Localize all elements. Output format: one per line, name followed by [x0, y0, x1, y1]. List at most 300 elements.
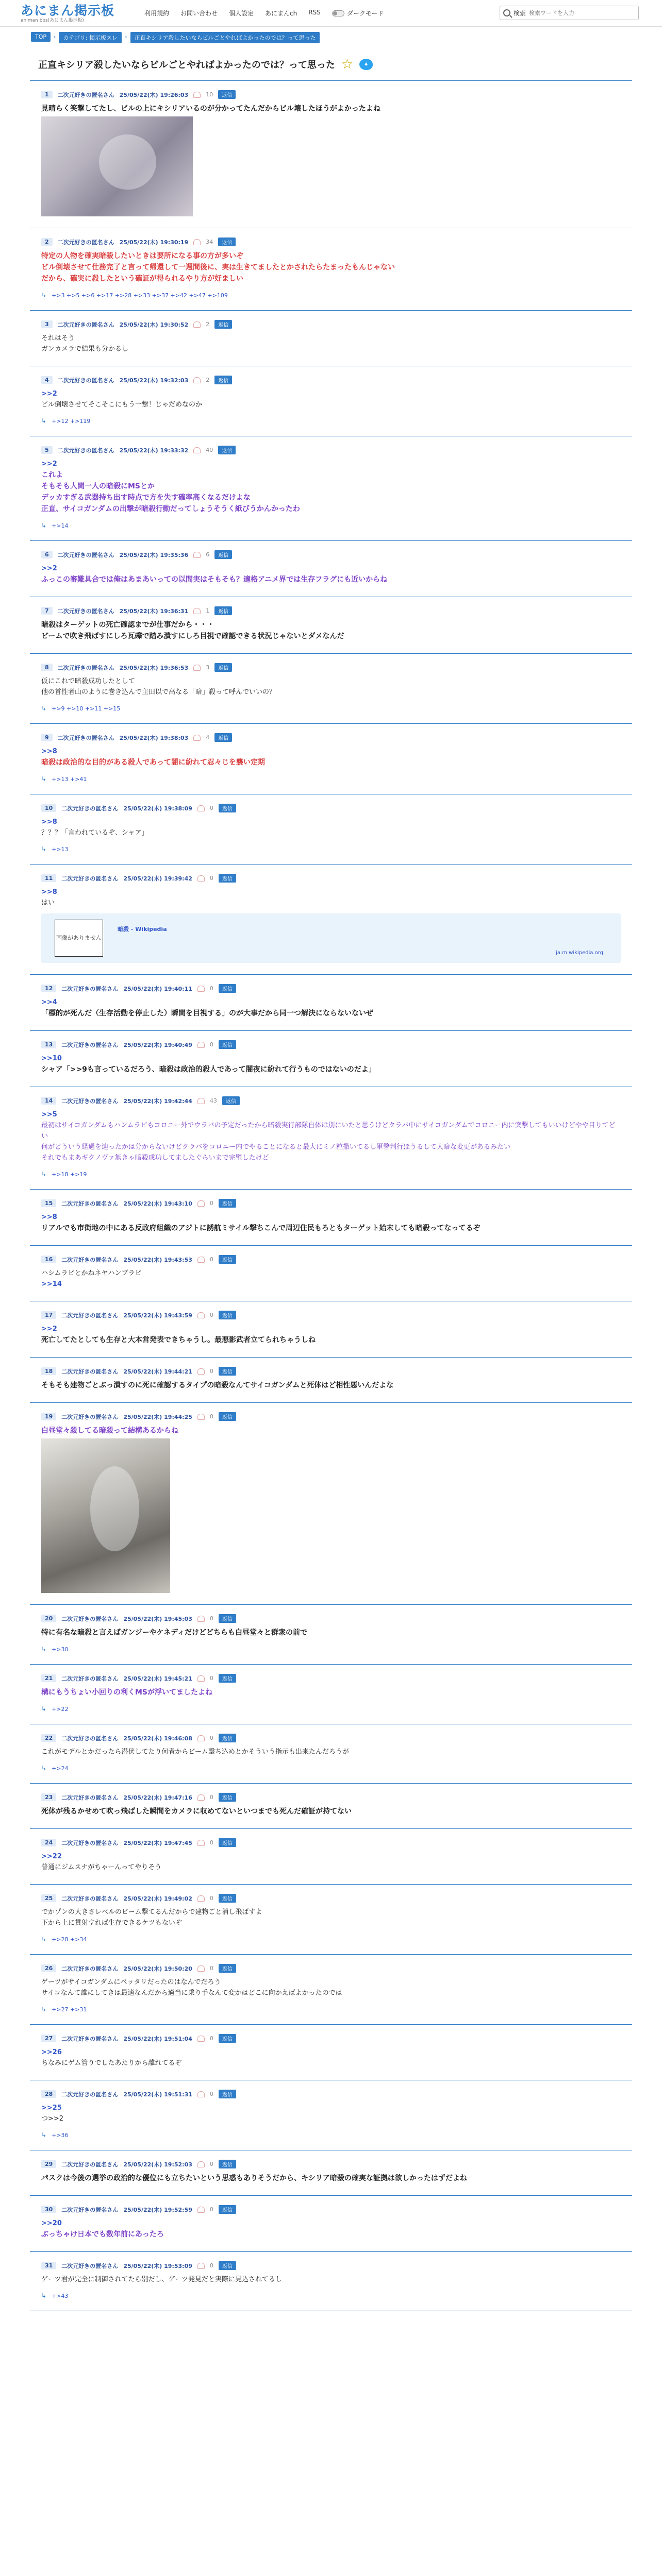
poster-name: 二次元好きの匿名さん: [61, 1735, 119, 1742]
post-header: [41, 1040, 621, 1049]
heart-icon[interactable]: [197, 1735, 205, 1741]
post-number[interactable]: 7: [41, 607, 53, 615]
poster-name: 二次元好きの匿名さん: [61, 875, 119, 882]
reply-anchor-link[interactable]: >>8: [41, 888, 57, 896]
poster-name: 二次元好きの匿名さん: [57, 321, 114, 328]
post-text-line: サイコなんて誰にしてきは最適なんだから適当に乗り手なんて変かはどこに向かえばよかったのでは: [41, 1989, 342, 1997]
reply-references: [41, 417, 621, 425]
post-body: [41, 1806, 621, 1817]
search-icon[interactable]: [503, 9, 510, 16]
header-nav: [144, 9, 321, 18]
reply-button[interactable]: 返信: [219, 2205, 236, 2214]
post-number[interactable]: 17: [41, 1311, 56, 1319]
like-count: 6: [206, 551, 210, 558]
reply-button[interactable]: 返信: [222, 1096, 240, 1105]
no-image-text: 画像が: [56, 935, 73, 941]
search-input[interactable]: [529, 10, 611, 16]
reply-button[interactable]: 返信: [219, 874, 236, 883]
reply-reference-links[interactable]: +>24: [52, 1765, 69, 1772]
post: [30, 1087, 632, 1190]
reply-anchor-link[interactable]: >>2: [41, 460, 57, 468]
post-date: 25/05/22(木) 19:42:44: [123, 1097, 192, 1105]
poster-name: 二次元好きの匿名さん: [61, 805, 119, 812]
reply-reference-links[interactable]: +>18 +>19: [52, 1171, 87, 1178]
post-date: 25/05/22(木) 19:49:02: [123, 1895, 192, 1902]
thread-title-row: [30, 47, 632, 80]
post: [30, 2150, 632, 2196]
reply-button[interactable]: 返信: [219, 2034, 236, 2043]
reply-button[interactable]: 返信: [219, 1255, 236, 1264]
post-number[interactable]: 2: [41, 238, 53, 246]
post: [30, 1955, 632, 2025]
post-date: 25/05/22(木) 19:51:04: [123, 2035, 192, 2042]
post-text-line: そもそも人間一人の暗殺にMSとか: [41, 482, 155, 490]
reply-button[interactable]: 返信: [219, 1614, 236, 1623]
post-text-line: ふっこの審難具合では俺はあまあいっての以間実はそもそも？適格アニメ界では生存フラグにも近いからね: [41, 575, 388, 584]
site-logo[interactable]: [21, 4, 130, 23]
heart-icon[interactable]: [197, 1098, 205, 1104]
post-header: [41, 320, 621, 329]
like-count: 0: [209, 1839, 213, 1846]
reply-reference-links[interactable]: +>27 +>31: [52, 2006, 87, 2013]
reply-anchor-link[interactable]: >>8: [41, 818, 57, 826]
reply-anchor-link[interactable]: >>22: [41, 1853, 62, 1860]
nav-contact[interactable]: お問い合わせ: [180, 10, 218, 17]
post-header: [41, 238, 621, 246]
like-count: 0: [209, 1312, 213, 1318]
thread-main: [0, 47, 662, 2311]
post-text-line: ハシムラビとかねネヤハンブラビ: [41, 1269, 142, 1277]
post-header: [41, 2205, 621, 2214]
post-number[interactable]: 11: [41, 874, 56, 882]
post-number[interactable]: 27: [41, 2035, 56, 2042]
post-number[interactable]: 13: [41, 1041, 56, 1048]
post-number[interactable]: 29: [41, 2160, 56, 2168]
post-date: 25/05/22(木) 19:32:03: [119, 377, 189, 384]
heart-icon[interactable]: [197, 1616, 205, 1622]
post-header: [41, 2160, 621, 2168]
heart-icon[interactable]: [193, 92, 201, 98]
poster-name: 二次元好きの匿名さん: [61, 1256, 119, 1263]
post-header: [41, 1614, 621, 1623]
reply-reference-links[interactable]: +>14: [52, 522, 69, 529]
post-body: [41, 817, 621, 838]
breadcrumb-separator: ›: [125, 33, 127, 40]
reply-anchor-link[interactable]: >>8: [41, 748, 57, 755]
reply-button[interactable]: 返信: [219, 1964, 236, 1973]
like-count: 2: [206, 321, 210, 328]
heart-icon[interactable]: [197, 1042, 205, 1048]
post-number[interactable]: 22: [41, 1734, 56, 1742]
post-text-line: ？？？「言われているぞ、シャア」: [41, 829, 148, 837]
heart-icon[interactable]: [193, 377, 201, 383]
reply-reference-links[interactable]: +>30: [52, 1646, 69, 1653]
poster-name: 二次元好きの匿名さん: [61, 1839, 119, 1846]
post: [30, 1358, 632, 1403]
reply-references: [41, 292, 621, 299]
heart-icon[interactable]: [193, 321, 201, 328]
reply-button[interactable]: 返信: [214, 663, 232, 672]
post: [30, 654, 632, 724]
poster-name: 二次元好きの匿名さん: [61, 2161, 119, 2168]
post: [30, 1605, 632, 1665]
twitter-bird-icon[interactable]: ✦: [359, 59, 373, 70]
reply-button[interactable]: 返信: [219, 1734, 236, 1742]
post-text-line: ビル倒壊させて仕務完了と言って帰還して一週間後に、実は生きてましたとかされたらたまったもんじゃない: [41, 263, 395, 272]
post-body: [41, 997, 621, 1019]
post-header: [41, 1367, 621, 1376]
post-date: 25/05/22(木) 19:45:21: [123, 1675, 192, 1682]
post-body: [41, 1687, 621, 1698]
nav-rss[interactable]: RSS: [308, 9, 321, 16]
reply-button[interactable]: 返信: [214, 606, 232, 615]
post-header: [41, 1311, 621, 1319]
post-number[interactable]: 10: [41, 804, 56, 812]
heart-icon[interactable]: [197, 1794, 205, 1801]
star-icon[interactable]: ☆: [341, 57, 354, 72]
poster-name: 二次元好きの匿名さん: [61, 1200, 119, 1207]
post-body: [41, 2274, 621, 2285]
heart-icon[interactable]: [197, 2263, 205, 2269]
reply-anchor-link[interactable]: >>14: [41, 1280, 62, 1288]
heart-icon[interactable]: [197, 2091, 205, 2097]
poster-name: 二次元好きの匿名さん: [61, 2035, 119, 2042]
reply-references: [41, 1765, 621, 1772]
post-number[interactable]: 15: [41, 1199, 56, 1207]
post-body: [41, 746, 621, 768]
heart-icon[interactable]: [193, 447, 201, 453]
post-number[interactable]: 4: [41, 376, 53, 384]
heart-icon[interactable]: [197, 1368, 205, 1375]
post-number[interactable]: 5: [41, 446, 53, 454]
post-header: [41, 1894, 621, 1903]
heart-icon[interactable]: [197, 1312, 205, 1318]
heart-icon[interactable]: [193, 239, 201, 245]
post: [30, 1301, 632, 1358]
heart-icon[interactable]: [197, 1257, 205, 1263]
post-text-line: つ>>2: [41, 2115, 64, 2123]
like-count: 0: [209, 2206, 213, 2213]
post: [30, 1246, 632, 1301]
like-count: 0: [209, 2035, 213, 2042]
reply-reference-links[interactable]: +>13 +>41: [52, 775, 87, 783]
reply-arrow-icon: ↳: [41, 2006, 47, 2013]
poster-name: 二次元好きの匿名さん: [61, 1895, 119, 1902]
reply-button[interactable]: 返信: [214, 550, 232, 559]
post: [30, 366, 632, 436]
post-body: [41, 1212, 621, 1234]
post: [30, 436, 632, 541]
reply-button[interactable]: 返信: [214, 320, 232, 329]
post-header: [41, 446, 621, 454]
like-count: 3: [206, 664, 210, 671]
breadcrumb-separator: ›: [54, 33, 56, 40]
post-text-line: これがモデルとかだったら潜伏してたり何者からビーム撃ち込めとかそういう指示も出来たんだろうが: [41, 1748, 349, 1756]
post-header: [41, 2034, 621, 2043]
top-bar: [0, 0, 662, 27]
post-number[interactable]: 21: [41, 1674, 56, 1682]
heart-icon[interactable]: [193, 665, 201, 671]
post: [30, 80, 632, 228]
post-number[interactable]: 18: [41, 1367, 56, 1375]
reply-references: [41, 705, 621, 712]
post: [30, 1885, 632, 1955]
post-number[interactable]: 28: [41, 2090, 56, 2098]
post-date: 25/05/22(木) 19:47:45: [123, 1839, 192, 1846]
reply-button[interactable]: 返信: [219, 1311, 236, 1319]
breadcrumb-category[interactable]: カテゴリ: 掲示板スレ: [59, 32, 122, 43]
poster-name: 二次元好きの匿名さん: [57, 239, 114, 246]
post-number[interactable]: 9: [41, 734, 53, 741]
like-count: 0: [209, 1965, 213, 1972]
reply-reference-links[interactable]: +>36: [52, 2131, 69, 2139]
reply-button[interactable]: 返信: [219, 1894, 236, 1903]
post-text-line: デッカすぎる武器持ち出す時点で方を失す確率高くなるだけよな: [41, 494, 251, 502]
like-count: 0: [209, 875, 213, 882]
post: [30, 975, 632, 1031]
like-count: 0: [209, 1256, 213, 1263]
post-number[interactable]: 25: [41, 1894, 56, 1902]
post-header: [41, 1255, 621, 1264]
reply-arrow-icon: ↳: [41, 1171, 47, 1178]
heart-icon[interactable]: [197, 986, 205, 992]
reply-button[interactable]: 返信: [219, 1040, 236, 1049]
poster-name: 二次元好きの匿名さん: [61, 2262, 119, 2269]
poster-name: 二次元好きの匿名さん: [61, 2091, 119, 2098]
like-count: 0: [209, 1794, 213, 1801]
reply-button[interactable]: 返信: [219, 804, 236, 812]
thread-title: 正直キシリア殺したいならビルごとやればよかったのでは？って思った: [38, 60, 335, 71]
toggle-switch-icon[interactable]: [332, 10, 344, 16]
reply-button[interactable]: 返信: [219, 984, 236, 993]
heart-icon[interactable]: [197, 805, 205, 811]
post-header: [41, 376, 621, 384]
search-box[interactable]: [500, 6, 639, 20]
reply-button[interactable]: 返信: [219, 2160, 236, 2168]
reply-button[interactable]: 返信: [219, 1412, 236, 1421]
reply-anchor-link[interactable]: >>2: [41, 1325, 57, 1333]
post-date: 25/05/22(木) 19:33:32: [119, 447, 189, 454]
post-body: [41, 459, 621, 515]
reply-references: [41, 775, 621, 783]
poster-name: 二次元好きの匿名さん: [61, 1615, 119, 1622]
reply-button[interactable]: 返信: [218, 90, 236, 99]
post-image[interactable]: [41, 1438, 170, 1593]
breadcrumb: [0, 27, 662, 47]
reply-anchor-link[interactable]: >>25: [41, 2104, 62, 2112]
heart-icon[interactable]: [193, 735, 201, 741]
heart-icon[interactable]: [193, 608, 201, 614]
reply-button[interactable]: 返信: [219, 1367, 236, 1376]
post-number[interactable]: 6: [41, 551, 53, 558]
nav-personal-settings[interactable]: 個人設定: [229, 10, 254, 17]
reply-arrow-icon: ↳: [41, 705, 47, 712]
heart-icon[interactable]: [197, 2207, 205, 2213]
post-date: 25/05/22(木) 19:30:19: [119, 239, 189, 246]
post-number[interactable]: 14: [41, 1097, 56, 1105]
poster-name: 二次元好きの匿名さん: [61, 1965, 119, 1972]
post-text-line: ビームで吹き飛ばすにしろ瓦礫で踏み潰すにしろ目視で確認できる状況じゃないとダメなんだ: [41, 632, 344, 640]
post-text-line: 特に有名な暗殺と言えばガンジーやケネディだけどどちらも白昼堂々と群衆の前で: [41, 1629, 307, 1637]
post-header: [41, 733, 621, 742]
post-text-line: シャア「>>9も言っているだろう、暗殺は政治的殺人であって闇夜に紛れて行うものではないのだよ」: [41, 1065, 376, 1074]
post-text-line: だから、確実に殺したという確証が得られるやり方が好ましい: [41, 275, 243, 283]
reply-anchor-link[interactable]: >>4: [41, 998, 57, 1006]
post-image[interactable]: [41, 116, 193, 216]
heart-icon[interactable]: [197, 1200, 205, 1207]
logo-text[interactable]: あにまん掲示板: [21, 3, 115, 18]
reply-references: [41, 1171, 621, 1178]
post-body: [41, 2173, 621, 2184]
post-date: 25/05/22(木) 19:44:25: [123, 1413, 192, 1420]
reply-arrow-icon: ↳: [41, 522, 47, 529]
post-text-line: 他の首性者山のように巻き込んで主田以で高なる「暗」殺って呼んでいいの？: [41, 688, 276, 696]
reply-button[interactable]: 返信: [214, 376, 232, 384]
reply-button[interactable]: 返信: [219, 2090, 236, 2098]
reply-anchor-link[interactable]: >>20: [41, 2219, 62, 2227]
reply-anchor-link[interactable]: >>10: [41, 1055, 62, 1062]
post-text-line: それでもまあギクノヴァ無きゃ暗殺成功してましたぐらいまで完璧したけど: [41, 1154, 269, 1162]
reply-reference-links[interactable]: +>43: [52, 2292, 69, 2299]
reply-button[interactable]: 返信: [219, 1199, 236, 1208]
reply-reference-links[interactable]: +>22: [52, 1705, 69, 1713]
post-text-line: 正直、サイコガンダムの出撃が暗殺行動だってしょうそうく紙びうかんかったわ: [41, 505, 300, 513]
post-number[interactable]: 19: [41, 1413, 56, 1420]
reply-reference-links[interactable]: +>9 +>10 +>11 +>15: [52, 705, 121, 712]
reply-references: [41, 2131, 621, 2139]
poster-name: 二次元好きの匿名さん: [61, 1041, 119, 1048]
reply-references: [41, 2006, 621, 2013]
reply-anchor-link[interactable]: >>2: [41, 390, 57, 398]
post-number[interactable]: 12: [41, 985, 56, 992]
post-number[interactable]: 26: [41, 1964, 56, 1972]
post-text-line: はい: [41, 899, 55, 907]
reply-button[interactable]: 返信: [219, 1674, 236, 1683]
post-header: [41, 2261, 621, 2270]
post: [30, 2025, 632, 2080]
like-count: 34: [206, 239, 213, 245]
reply-reference-links[interactable]: +>13: [52, 845, 69, 853]
like-count: 0: [209, 1041, 213, 1048]
reply-button[interactable]: 返信: [219, 1838, 236, 1847]
reply-reference-links[interactable]: +>3 +>5 +>6 +>17 +>28 +>33 +>37 +>42 +>47 +>109: [52, 292, 228, 299]
post: [30, 1190, 632, 1246]
heart-icon[interactable]: [197, 1965, 205, 1972]
breadcrumb-top[interactable]: TOP: [31, 32, 51, 42]
post-number[interactable]: 23: [41, 1793, 56, 1801]
post-text-line: 特定の人物を確実暗殺したいときは要所になる事の方が多いぞ: [41, 252, 243, 260]
post-number[interactable]: 24: [41, 1839, 56, 1846]
poster-name: 二次元好きの匿名さん: [57, 734, 114, 741]
post-date: 25/05/22(木) 19:43:10: [123, 1200, 192, 1207]
dark-mode-toggle[interactable]: [332, 9, 384, 18]
reply-anchor-link[interactable]: >>5: [41, 1111, 57, 1118]
reply-anchor-link[interactable]: >>26: [41, 2048, 62, 2056]
reply-button[interactable]: 返信: [214, 733, 232, 742]
reply-arrow-icon: ↳: [41, 1646, 47, 1653]
post-date: 25/05/22(木) 19:40:11: [123, 985, 192, 992]
post: [30, 1665, 632, 1724]
like-count: 0: [209, 1368, 213, 1375]
post-date: 25/05/22(木) 19:36:31: [119, 607, 189, 615]
nav-terms[interactable]: 利用規約: [144, 10, 170, 17]
reply-reference-links[interactable]: +>12 +>119: [52, 417, 91, 425]
post-text-line: ぶっちゃけ日本でも数年前にあったろ: [41, 2230, 164, 2239]
post-number[interactable]: 16: [41, 1256, 56, 1263]
reply-reference-links[interactable]: +>28 +>34: [52, 1936, 87, 1943]
post-date: 25/05/22(木) 19:43:53: [123, 1256, 192, 1263]
post-date: 25/05/22(木) 19:53:09: [123, 2262, 192, 2269]
link-card-title[interactable]: 暗殺 - Wikipedia: [118, 926, 167, 933]
reply-anchor-link[interactable]: >>2: [41, 565, 57, 572]
reply-button[interactable]: 返信: [218, 446, 236, 454]
post-date: 25/05/22(木) 19:45:03: [123, 1615, 192, 1622]
post-number[interactable]: 3: [41, 320, 53, 328]
post: [30, 311, 632, 366]
heart-icon[interactable]: [197, 2036, 205, 2042]
post-text-line: これよ: [41, 471, 63, 479]
post-text-line: 仮にこれで暗殺成功したとして: [41, 677, 136, 685]
poster-name: 二次元好きの匿名さん: [61, 1368, 119, 1375]
reply-references: [41, 1936, 621, 1943]
heart-icon[interactable]: [197, 1414, 205, 1420]
no-image-placeholder: [55, 920, 103, 957]
heart-icon[interactable]: [197, 1675, 205, 1682]
post-date: 25/05/22(木) 19:40:49: [123, 1041, 192, 1048]
heart-icon[interactable]: [197, 1895, 205, 1902]
post: [30, 2080, 632, 2150]
post-number[interactable]: 20: [41, 1615, 56, 1622]
post-number[interactable]: 1: [41, 91, 53, 98]
post-body: [41, 887, 621, 908]
reply-button[interactable]: 返信: [219, 2261, 236, 2270]
poster-name: 二次元好きの匿名さん: [57, 447, 114, 454]
post-number[interactable]: 31: [41, 2262, 56, 2269]
nav-animanch[interactable]: あにまんch: [265, 10, 297, 17]
reply-button[interactable]: 返信: [219, 1793, 236, 1802]
post-date: 25/05/22(木) 19:52:59: [123, 2206, 192, 2213]
reply-arrow-icon: ↳: [41, 2292, 47, 2299]
like-count: 0: [209, 1735, 213, 1741]
heart-icon[interactable]: [197, 1840, 205, 1846]
post-header: [41, 1838, 621, 1847]
heart-icon[interactable]: [197, 2161, 205, 2167]
post-header: [41, 1964, 621, 1973]
post-date: 25/05/22(木) 19:52:03: [123, 2161, 192, 2168]
like-count: 0: [209, 1675, 213, 1682]
heart-icon[interactable]: [197, 875, 205, 882]
breadcrumb-thread[interactable]: 正直キシリア殺したいならビルごとやればよかったのでは？って思った: [130, 32, 320, 43]
post-number[interactable]: 30: [41, 2206, 56, 2213]
like-count: 0: [209, 1615, 213, 1622]
reply-button[interactable]: 返信: [218, 238, 236, 246]
post-body: [41, 1425, 621, 1436]
dark-mode-label: ダークモード: [346, 10, 384, 17]
reply-anchor-link[interactable]: >>8: [41, 1213, 57, 1221]
post: [30, 1403, 632, 1605]
post-text-line: でかゾンの大きさレベルのビーム撃てるんだからで建物ごと消し飛ばすよ: [41, 1908, 262, 1916]
like-count: 0: [209, 2262, 213, 2269]
poster-name: 二次元好きの匿名さん: [61, 2206, 119, 2213]
post-date: 25/05/22(木) 19:51:31: [123, 2091, 192, 2098]
link-preview-card[interactable]: [41, 913, 621, 963]
heart-icon[interactable]: [193, 552, 201, 558]
post-number[interactable]: 8: [41, 664, 53, 671]
like-count: 0: [209, 1895, 213, 1902]
reply-arrow-icon: ↳: [41, 1936, 47, 1943]
post-body: [41, 619, 621, 642]
post-body: [41, 333, 621, 354]
